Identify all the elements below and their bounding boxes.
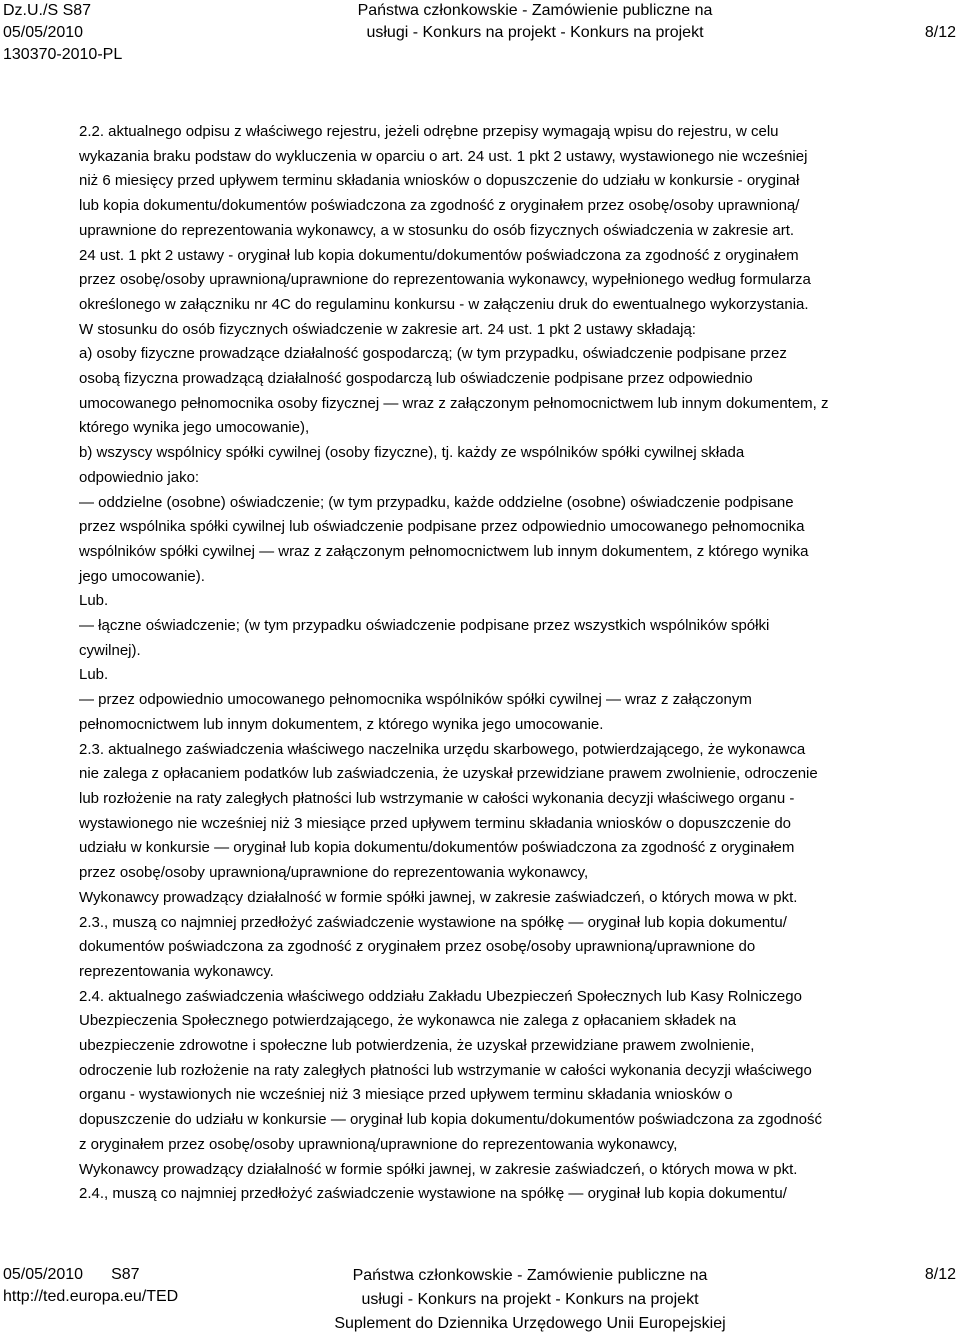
body-text-line: wystawionego nie wcześniej niż 3 miesiące przed upływem terminu składania wniosków o dopuszczenie do: [79, 814, 792, 832]
body-text-line: pełnomocnictwem lub innym dokumentem, z którego wynika jego umocowanie.: [79, 715, 604, 733]
body-text-line: — oddzielne (osobne) oświadczenie; (w tym przypadku, każde oddzielne (osobne) oświadczenie podpisane: [79, 493, 794, 511]
body-text-line: określonego w załączniku nr 4C do regulaminu konkursu - w załączeniu druk do ewentualnego wykorzystania.: [79, 295, 809, 313]
header-date: 05/05/2010: [3, 24, 84, 41]
notice-id: 130370-2010-PL: [3, 46, 123, 63]
body-text-line: a) osoby fizyczne prowadzące działalność gospodarczą; (w tym przypadku, oświadczenie podpisane przez: [79, 345, 787, 363]
header-left: [3, 0, 122, 66]
body-text-line: Wykonawcy prowadzący działalność w formie spółki jawnej, w zakresie zaświadczeń, o których mowa w pkt.: [79, 1160, 798, 1178]
body-text-line: ubezpieczenie zdrowotne i społeczne lub potwierdzenia, że uzyskał przewidziane prawem zwolnienie,: [79, 1037, 755, 1055]
footer-left: [3, 1264, 178, 1308]
body-text-line: przez osobę/osoby uprawnioną/uprawnione do reprezentowania wykonawcy, wypełnionego według formularza: [79, 271, 811, 289]
body-text-line: lub rozłożenie na raty zaległych płatności lub wstrzymanie w całości wykonania decyzji właściwego organu -: [79, 789, 795, 807]
body-text-line: 24 ust. 1 pkt 2 ustawy - oryginał lub kopia dokumentu/dokumentów poświadczona za zgodność z oryginałem: [79, 246, 799, 264]
body-text-line: 2.4., muszą co najmniej przedłożyć zaświadczenie wystawione na spółkę — oryginał lub kopia dokumentu/: [79, 1185, 787, 1203]
body-text-line: Lub.: [79, 666, 109, 684]
body-text-line: nie zalega z opłacaniem podatków lub zaświadczenia, że uzyskał przewidziane prawem zwolnienie, odroczenie: [79, 765, 818, 783]
body-text-line: Lub.: [79, 592, 109, 610]
body-text-line: z oryginałem przez osobę/osoby uprawnioną/uprawnione do reprezentowania wykonawcy,: [79, 1135, 678, 1153]
body-text-line: 2.4. aktualnego zaświadczenia właściwego oddziału Zakładu Ubezpieczeń Społecznych lub Kasy Rolniczego: [79, 987, 802, 1005]
body-text-line: Ubezpieczenia Społecznego potwierdzającego, że wykonawca nie zalega z opłacaniem składek na: [79, 1012, 737, 1030]
body-text-line: jego umocowanie).: [79, 567, 205, 585]
footer-page-number: 8/12: [924, 1266, 956, 1283]
body-text-line: — łączne oświadczenie; (w tym przypadku oświadczenie podpisane przez wszystkich wspólników spółki: [79, 617, 770, 635]
body-text-line: organu - wystawionych nie wcześniej niż 3 miesiące przed upływem terminu składania wniosków o: [79, 1086, 733, 1104]
footer-url[interactable]: http://ted.europa.eu/TED: [3, 1288, 179, 1305]
body-text-line: — przez odpowiednio umocowanego pełnomocnika wspólników spółki cywilnej — wraz z załączonym: [79, 691, 752, 709]
body-text-line: niż 6 miesięcy przed upływem terminu składania wniosków o dopuszczenie do udziału w konkursie - oryginał: [79, 172, 800, 190]
body-text-line: 2.2. aktualnego odpisu z właściwego rejestru, jeżeli odrębne przepisy wymagają wpisu do rejestru, w celu: [79, 123, 779, 140]
body-text-line: Wykonawcy prowadzący działalność w formie spółki jawnej, w zakresie zaświadczeń, o których mowa w pkt.: [79, 888, 798, 906]
footer-title: [310, 1264, 750, 1336]
body-text-line: przez osobę/osoby uprawnioną/uprawnione do reprezentowania wykonawcy,: [79, 864, 589, 882]
body-text-line: umocowanego pełnomocnika osoby fizycznej — wraz z załączonym pełnomocnictwem lub innym dokumentem, z: [79, 394, 829, 412]
footer-series: S87: [111, 1266, 140, 1283]
header-title-line-1: Państwa członkowskie - Zamówienie publiczne na: [357, 2, 713, 19]
body-text-line: reprezentowania wykonawcy.: [79, 962, 274, 980]
footer-date-line: [3, 1264, 178, 1286]
footer-title-line-2: usługi - Konkurs na projekt - Konkurs na projekt: [361, 1291, 699, 1308]
header-page-number: 8/12: [924, 24, 956, 41]
footer-title-line-1: Państwa członkowskie - Zamówienie publiczne na: [352, 1267, 708, 1284]
header-title: [335, 0, 735, 44]
body-text-line: przez wspólnika spółki cywilnej lub oświadczenie podpisane przez odpowiednio umocowanego pełnomocnika: [79, 518, 805, 536]
document-body: [79, 120, 959, 1207]
body-text-line: odpowiednio jako:: [79, 468, 200, 486]
body-text-line: odroczenie lub rozłożenie na raty zaległych płatności lub wstrzymanie w całości wykonania decyzji właściwego: [79, 1061, 812, 1079]
body-text-line: cywilnej).: [79, 641, 141, 659]
footer-date: 05/05/2010: [3, 1266, 84, 1283]
body-text-line: osobą fizyczna prowadzącą działalność gospodarczą lub oświadczenie podpisane przez odpowiednio: [79, 370, 753, 388]
footer-title-line-3: Suplement do Dziennika Urzędowego Unii Europejskiej: [334, 1315, 726, 1332]
body-text-line: dopuszczenie do udziału w konkursie — oryginał lub kopia dokumentu/dokumentów poświadczona za zgodność: [79, 1111, 822, 1129]
body-text-line: W stosunku do osób fizycznych oświadczenie w zakresie art. 24 ust. 1 pkt 2 ustawy składają:: [79, 320, 696, 338]
body-text-line: 2.3., muszą co najmniej przedłożyć zaświadczenie wystawione na spółkę — oryginał lub kopia dokumentu/: [79, 913, 787, 931]
body-text-line: b) wszyscy wspólnicy spółki cywilnej (osoby fizyczne), tj. każdy ze wspólników spółki cywilnej składa: [79, 444, 745, 462]
body-text-line: uprawnione do reprezentowania wykonawcy, a w stosunku do osób fizycznych oświadczenia w zakresie art.: [79, 221, 795, 239]
header-title-line-2: usługi - Konkurs na projekt - Konkurs na projekt: [366, 24, 704, 41]
body-text-line: udziału w konkursie — oryginał lub kopia dokumentu/dokumentów poświadczona za zgodność z oryginałem: [79, 839, 795, 857]
body-text-line: wspólników spółki cywilnej — wraz z załączonym pełnomocnictwem lub innym dokumentem, z którego wynika: [79, 542, 809, 560]
body-text-line: dokumentów poświadczona za zgodność z oryginałem przez osobę/osoby uprawnioną/uprawnione do: [79, 938, 756, 956]
body-text-line: którego wynika jego umocowanie),: [79, 419, 310, 437]
doc-reference: Dz.U./S S87: [3, 2, 92, 19]
body-text-line: lub kopia dokumentu/dokumentów poświadczona za zgodność z oryginałem przez osobę/osoby uprawnioną/: [79, 197, 800, 215]
body-text-line: wykazania braku podstaw do wykluczenia w oparciu o art. 24 ust. 1 pkt 2 ustawy, wystawionego nie wcześniej: [79, 147, 808, 165]
body-text-line: 2.3. aktualnego zaświadczenia właściwego naczelnika urzędu skarbowego, potwierdzającego, że wykonawca: [79, 740, 806, 758]
